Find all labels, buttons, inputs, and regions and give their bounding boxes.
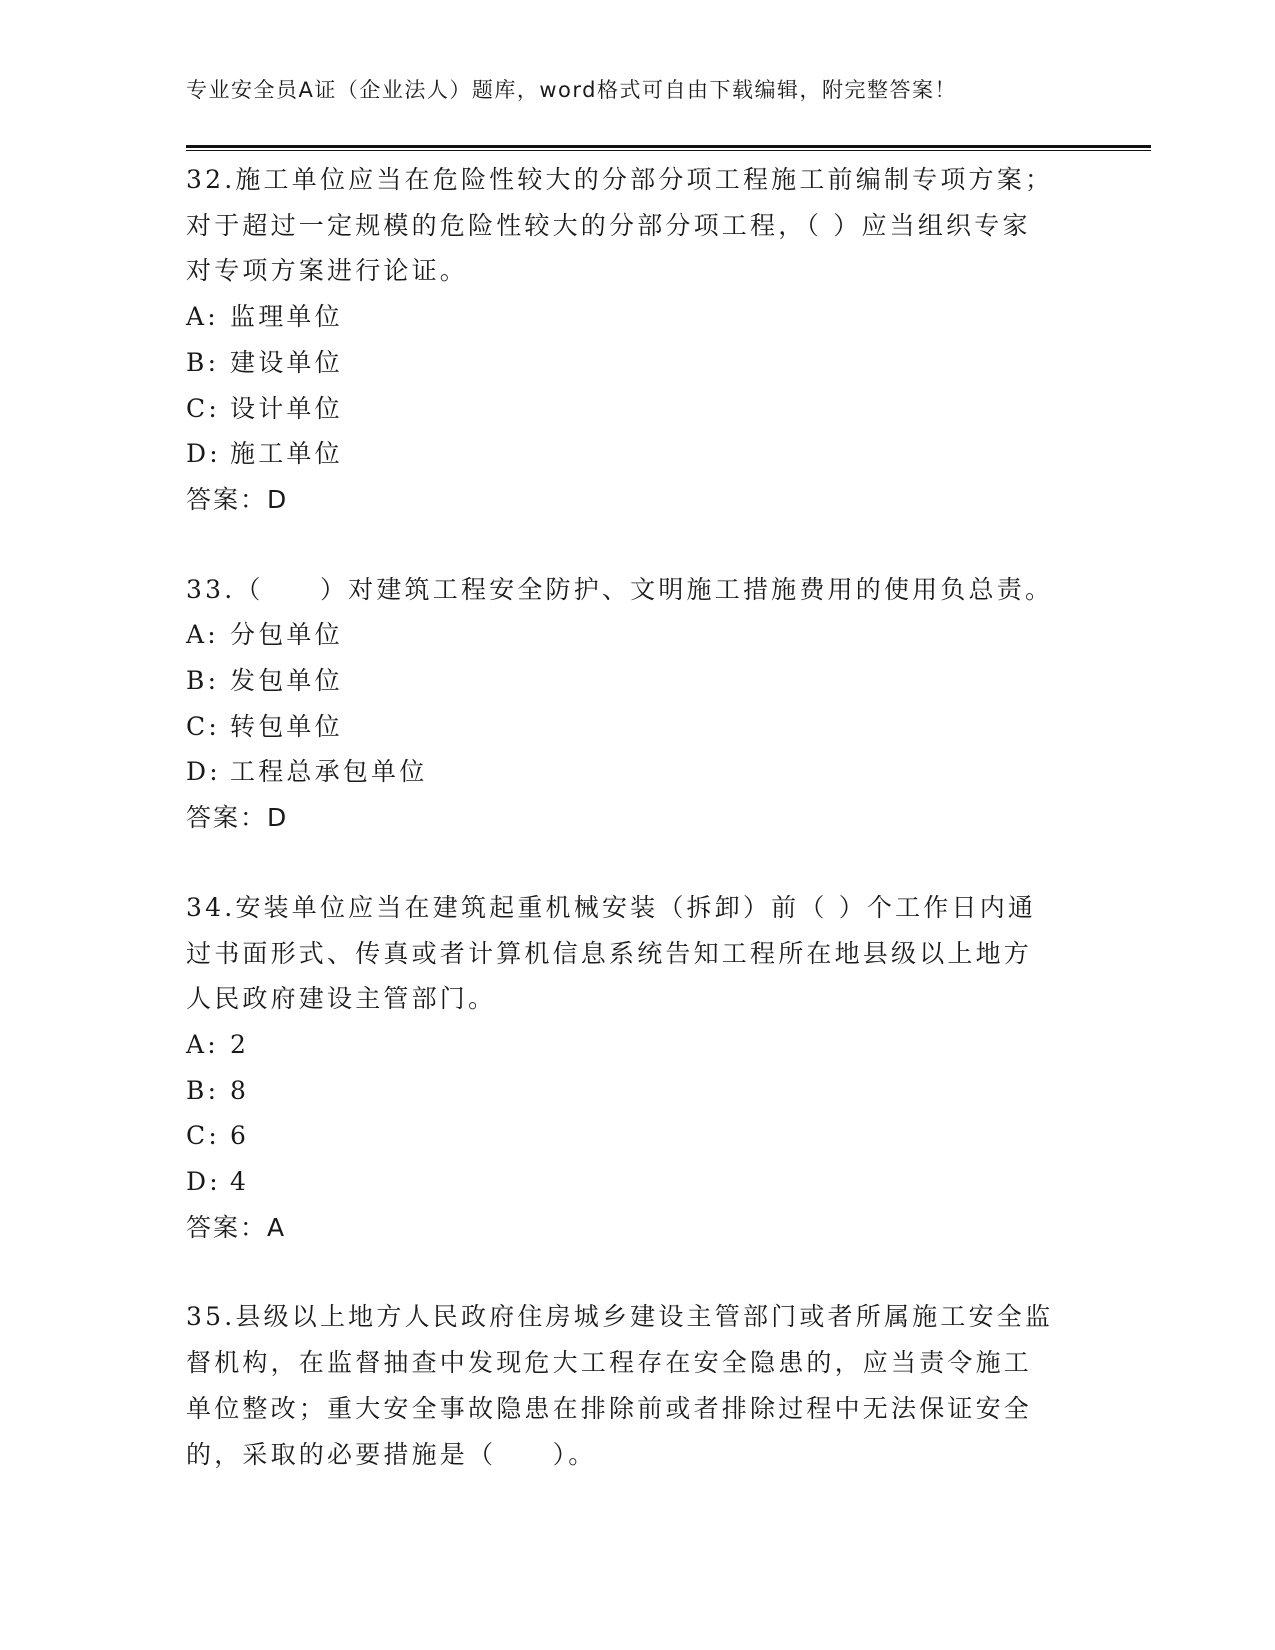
option-a: [186, 1022, 1086, 1068]
option-text: 施工单位: [230, 439, 343, 469]
option-key: C:: [186, 711, 220, 741]
question-list: [186, 157, 1086, 1477]
spacer: [186, 523, 1086, 567]
option-a: [186, 294, 1086, 340]
option-a: [186, 612, 1086, 658]
answer: 答案：A: [186, 1212, 287, 1242]
question-text-line: 对专项方案进行论证。: [186, 256, 469, 286]
option-d: [186, 749, 1086, 795]
option-key: D:: [186, 439, 221, 469]
option-b: [186, 1068, 1086, 1114]
option-key: B:: [186, 666, 220, 696]
answer: 答案：D: [186, 803, 289, 833]
option-text: 8: [230, 1075, 250, 1105]
option-key: B:: [186, 1075, 220, 1105]
option-c: [186, 1113, 1086, 1159]
option-text: 监理单位: [230, 302, 343, 332]
question-text-line: 35.县级以上地方人民政府住房城乡建设主管部门或者所属施工安全监: [186, 1302, 1054, 1332]
option-key: B:: [186, 347, 220, 377]
question-text-line: 督机构，在监督抽查中发现危大工程存在安全隐患的，应当责令施工: [186, 1348, 1033, 1378]
option-text: 发包单位: [230, 666, 343, 696]
option-d: [186, 431, 1086, 477]
option-key: A:: [186, 1029, 219, 1059]
header-rule: [186, 145, 1151, 151]
option-d: [186, 1159, 1086, 1205]
option-key: C:: [186, 1121, 220, 1151]
option-text: 6: [230, 1121, 250, 1151]
option-b: [186, 658, 1086, 704]
option-text: 转包单位: [230, 711, 343, 741]
question-text-line: 的，采取的必要措施是（ ）。: [186, 1439, 597, 1469]
spacer: [186, 1250, 1086, 1294]
option-text: 建设单位: [230, 347, 343, 377]
question-text-line: 32.施工单位应当在危险性较大的分部分项工程施工前编制专项方案；: [186, 165, 1054, 194]
option-text: 4: [230, 1167, 250, 1197]
option-text: 工程总承包单位: [230, 757, 428, 787]
question-35: [186, 1294, 1086, 1477]
question-34: [186, 885, 1086, 1251]
option-key: C:: [186, 393, 220, 423]
option-text: 分包单位: [230, 620, 343, 650]
option-key: A:: [186, 302, 219, 332]
answer: 答案：D: [186, 484, 289, 514]
page-header: 专业安全员A证（企业法人）题库，word格式可自由下载编辑，附完整答案！: [186, 78, 957, 102]
question-text-line: 人民政府建设主管部门。: [186, 984, 497, 1014]
option-key: D:: [186, 757, 221, 787]
question-text-line: 单位整改；重大安全事故隐患在排除前或者排除过程中无法保证安全: [186, 1393, 1033, 1423]
option-c: [186, 386, 1086, 432]
option-key: D:: [186, 1167, 221, 1197]
question-33: [186, 567, 1086, 841]
option-text: 2: [230, 1029, 250, 1059]
spacer: [186, 841, 1086, 885]
option-b: [186, 340, 1086, 386]
question-text-line: 33.（ ）对建筑工程安全防护、文明施工措施费用的使用负总责。: [186, 574, 1054, 604]
question-text-line: 对于超过一定规模的危险性较大的分部分项工程，（ ）应当组织专家: [186, 210, 1031, 240]
question-text-line: 34.安装单位应当在建筑起重机械安装（拆卸）前（ ）个工作日内通: [186, 892, 1037, 922]
option-text: 设计单位: [230, 393, 343, 423]
question-text-line: 过书面形式、传真或者计算机信息系统告知工程所在地县级以上地方: [186, 938, 1033, 968]
option-c: [186, 704, 1086, 750]
question-32: [186, 157, 1086, 523]
option-key: A:: [186, 620, 219, 650]
